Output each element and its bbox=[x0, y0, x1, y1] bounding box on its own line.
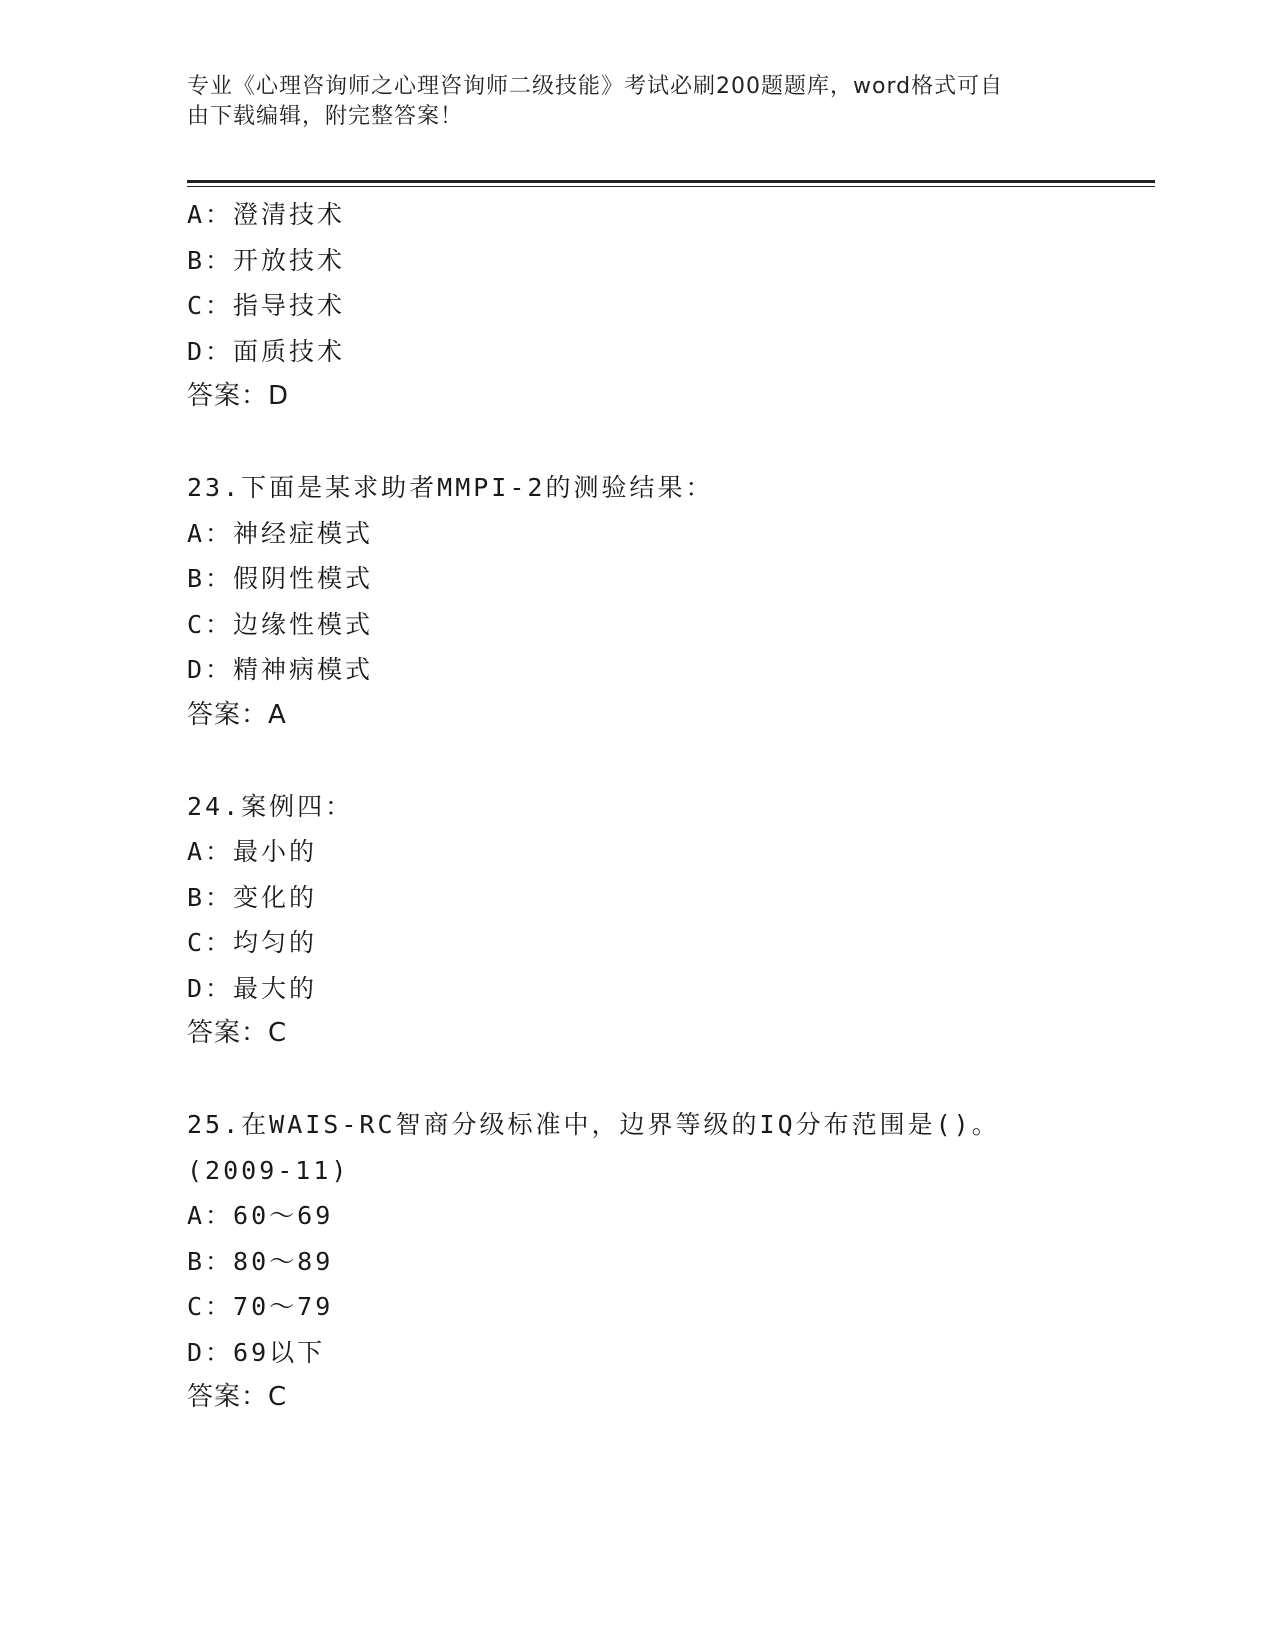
spacer bbox=[187, 420, 1155, 466]
option-a: A：60～69 bbox=[187, 1201, 334, 1230]
header-divider-thin bbox=[187, 186, 1155, 187]
option-a: A：澄清技术 bbox=[187, 200, 346, 229]
answer-line: 答案：D bbox=[187, 381, 290, 411]
option-b: B：开放技术 bbox=[187, 245, 346, 275]
option-a: A：最小的 bbox=[187, 837, 318, 866]
header-line-1: 专业《心理咨询师之心理咨询师二级技能》考试必刷200题题库，word格式可自 bbox=[187, 74, 1004, 99]
option-c: C：指导技术 bbox=[187, 291, 346, 320]
question-stem: 25.在WAIS-RC智商分级标准中，边界等级的IQ分布范围是()。 bbox=[187, 1110, 1000, 1139]
option-c: C：均匀的 bbox=[187, 928, 318, 957]
option-d: D：精神病模式 bbox=[187, 655, 374, 684]
answer-line: 答案：A bbox=[187, 699, 287, 730]
header-line-2: 由下载编辑，附完整答案！ bbox=[187, 104, 464, 129]
question-list bbox=[187, 192, 1155, 1421]
question-stem: 23.下面是某求助者MMPI-2的测验结果： bbox=[187, 473, 714, 502]
answer-line: 答案：C bbox=[187, 1382, 288, 1412]
option-d: D：69以下 bbox=[187, 1337, 326, 1367]
spacer bbox=[187, 738, 1155, 784]
option-d: D：面质技术 bbox=[187, 336, 346, 366]
option-b: B：假阴性模式 bbox=[187, 564, 374, 593]
option-d: D：最大的 bbox=[187, 973, 318, 1003]
option-b: B：变化的 bbox=[187, 882, 318, 912]
option-a: A：神经症模式 bbox=[187, 518, 374, 548]
option-b: B：80～89 bbox=[187, 1246, 334, 1276]
answer-line: 答案：C bbox=[187, 1018, 288, 1048]
question-25 bbox=[187, 1102, 1155, 1421]
option-c: C：70～79 bbox=[187, 1292, 334, 1321]
question-stem-continued: (2009-11) bbox=[187, 1155, 350, 1185]
option-c: C：边缘性模式 bbox=[187, 609, 374, 639]
document-header bbox=[187, 72, 1067, 132]
question-23 bbox=[187, 465, 1155, 738]
spacer bbox=[187, 1057, 1155, 1103]
question-stem: 24.案例四： bbox=[187, 791, 354, 821]
question-24 bbox=[187, 784, 1155, 1057]
header-divider-thick bbox=[187, 180, 1155, 183]
question-22 bbox=[187, 192, 1155, 420]
